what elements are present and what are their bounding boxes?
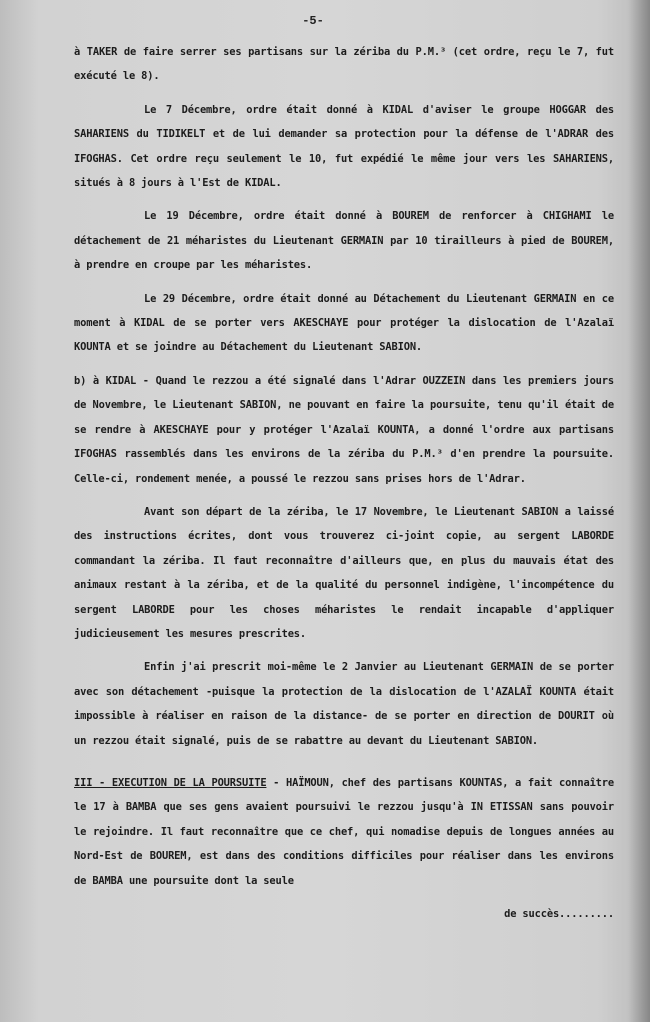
paragraph-5: b) à KIDAL - Quand le rezzou a été signalé dans l'Adrar OUZZEIN dans les premiers jours de Novembre, le Lieutenant SABION, ne pouvant en faire la poursuite, tenu qu'il était de se rendre à AKESCHAYE pour y protéger l'Azalaï KOUNTA, a donné l'ordre aux partisans IFOGHAS rassemblés dans les environs de la zériba du P.M.³ d'en prendre la poursuite. Celle-ci, rondement menée, a poussé le rezzou sans prises hors de l'Adrar. bbox=[74, 374, 621, 485]
paragraph-3: Le 19 Décembre, ordre était donné à BOUREM de renforcer à CHIGHAMI le détachement de 21 méharistes du Lieutenant GERMAIN par 10 tirailleurs à pied de BOUREM, à prendre en croupe par les méharistes. bbox=[74, 210, 621, 272]
section-3-paragraph bbox=[74, 771, 621, 893]
section-3-text: - HAÏMOUN, chef des partisans KOUNTAS, a fait connaître le 17 à BAMBA que ses gens avaient poursuivi le rezzou jusqu'à IN ETISSAN sans pouvoir le rejoindre. Il faut reconnaître que ce chef, qui nomadise depuis de longues années au Nord-Est de BOUREM, est dans des conditions difficiles pour réaliser dans les environs de BAMBA une poursuite dont la seule bbox=[74, 776, 621, 887]
section-3-heading: III - EXECUTION DE LA POURSUITE bbox=[74, 776, 267, 789]
paragraph-4: Le 29 Décembre, ordre était donné au Détachement du Lieutenant GERMAIN en ce moment à KIDAL de se porter vers AKESCHAYE pour protéger la dislocation de l'Azalaï KOUNTA et se joindre au Détachement du Lieutenant SABION. bbox=[74, 292, 621, 354]
document-body bbox=[74, 40, 621, 926]
page-number: -5- bbox=[302, 14, 324, 28]
paragraph-7: Enfin j'ai prescrit moi-même le 2 Janvier au Lieutenant GERMAIN de se porter avec son détachement -puisque la protection de la dislocation de l'AZALAÏ KOUNTA était impossible à réaliser en raison de la distance- de se porter en direction de DOURIT où un rezzou était signalé, puis de se rabattre au devant du Lieutenant SABION. bbox=[74, 661, 621, 747]
paragraph-1: à TAKER de faire serrer ses partisans sur la zériba du P.M.³ (cet ordre, reçu le 7, fut exécuté le 8). bbox=[74, 46, 621, 83]
trailing-text: de succès......... bbox=[504, 908, 614, 920]
paragraph-2: Le 7 Décembre, ordre était donné à KIDAL d'aviser le groupe HOGGAR des SAHARIENS du TIDIKELT et de lui demander sa protection pour la défense de l'ADRAR des IFOGHAS. Cet ordre reçu seulement le 10, fut expédié le même jour vers les SAHARIENS, situés à 8 jours à l'Est de KIDAL. bbox=[74, 103, 621, 190]
paragraph-6: Avant son départ de la zériba, le 17 Novembre, le Lieutenant SABION a laissé des instructions écrites, dont vous trouverez ci-joint copie, au sergent LABORDE commandant la zériba. Il faut reconnaître d'ailleurs que, en plus du mauvais état des animaux restant à la zériba, et de la qualité du personnel indigène, l'incompétence du sergent LABORDE pour les choses méharistes le rendait incapable d'appliquer judicieusement les mesures prescrites. bbox=[74, 505, 621, 640]
page-edge-shadow bbox=[628, 0, 650, 1022]
